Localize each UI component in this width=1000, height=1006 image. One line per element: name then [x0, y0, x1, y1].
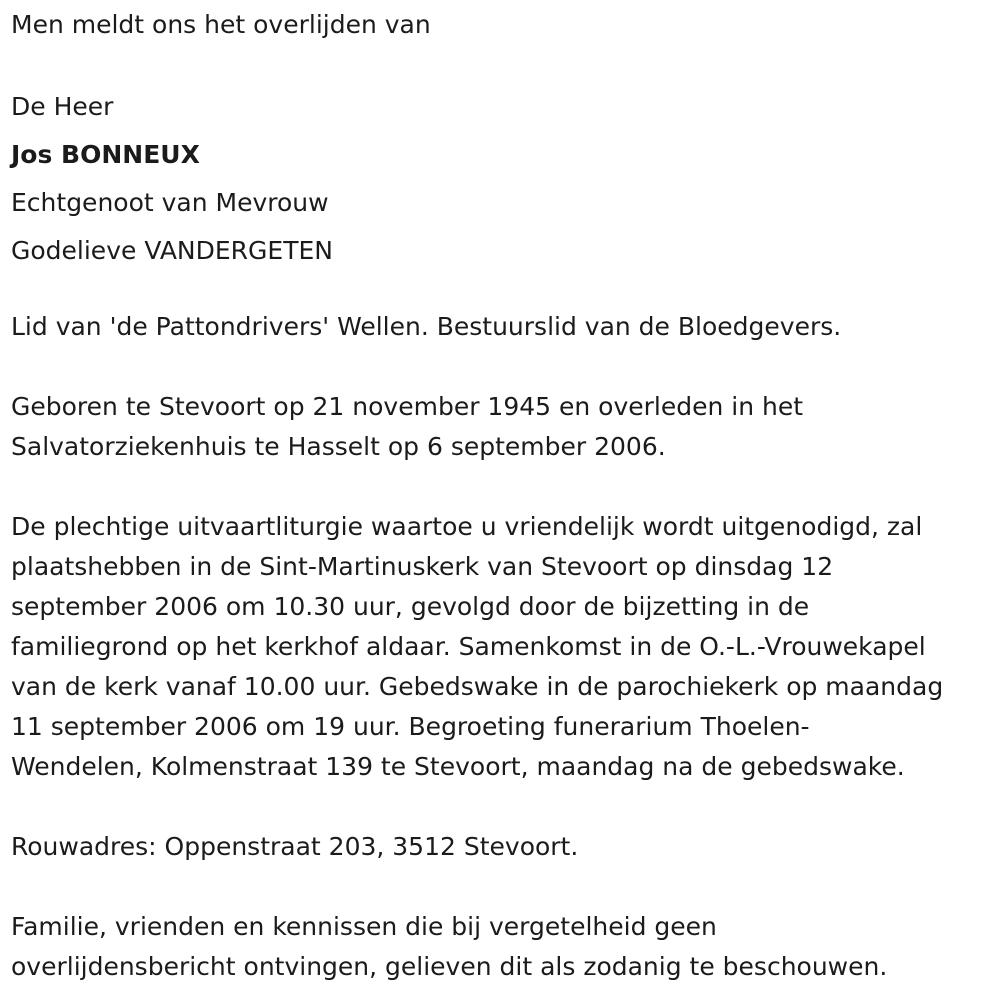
closing-line: overlijdensbericht ontvingen, gelieven dit als zodanig te beschouwen. — [11, 952, 888, 981]
funeral-paragraph — [11, 507, 993, 787]
intro-text: Men meldt ons het overlijden van — [11, 10, 431, 39]
funeral-line: Wendelen, Kolmenstraat 139 te Stevoort, maandag na de gebedswake. — [11, 752, 905, 781]
funeral-line: van de kerk vanaf 10.00 uur. Gebedswake in de parochiekerk op maandag — [11, 672, 944, 701]
funeral-line: De plechtige uitvaartliturgie waartoe u vriendelijk wordt uitgenodigd, zal — [11, 512, 923, 541]
birth-death-line: Geboren te Stevoort op 21 november 1945 en overleden in het — [11, 392, 804, 421]
funeral-line: 11 september 2006 om 19 uur. Begroeting funerarium Thoelen- — [11, 712, 810, 741]
mourning-address: Rouwadres: Oppenstraat 203, 3512 Stevoort. — [11, 832, 579, 861]
closing-paragraph — [11, 907, 993, 987]
funeral-line: familiegrond op het kerkhof aldaar. Samenkomst in de O.-L.-Vrouwekapel — [11, 632, 926, 661]
birth-death-paragraph — [11, 387, 993, 467]
birth-death-line: Salvatorziekenhuis te Hasselt op 6 september 2006. — [11, 432, 666, 461]
closing-line: Familie, vrienden en kennissen die bij vergetelheid geen — [11, 912, 717, 941]
honorific: De Heer — [11, 92, 114, 121]
membership-text: Lid van 'de Pattondrivers' Wellen. Bestuurslid van de Bloedgevers. — [11, 312, 842, 341]
funeral-line: plaatshebben in de Sint-Martinuskerk van Stevoort op dinsdag 12 — [11, 552, 834, 581]
spouse-line-1: Echtgenoot van Mevrouw — [11, 188, 329, 217]
funeral-line: september 2006 om 10.30 uur, gevolgd door de bijzetting in de — [11, 592, 810, 621]
deceased-name: Jos BONNEUX — [11, 140, 200, 169]
spouse-line-2: Godelieve VANDERGETEN — [11, 236, 333, 265]
death-notice — [11, 0, 993, 987]
